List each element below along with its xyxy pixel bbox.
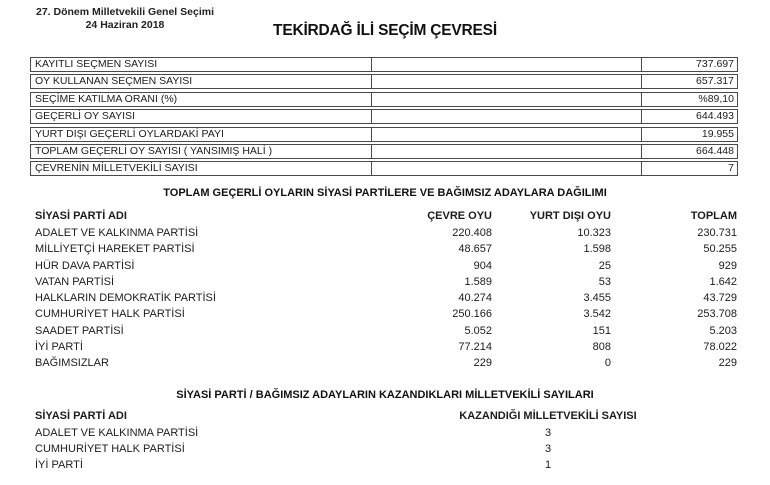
summary-row (30, 92, 738, 107)
total-votes: 78.022 (703, 341, 737, 354)
seats-section-title: SİYASİ PARTİ / BAĞIMSIZ ADAYLARIN KAZANDIKLARI MİLLETVEKİLİ SAYILARI (176, 389, 594, 401)
party-name: HÜR DAVA PARTİSİ (35, 259, 135, 272)
total-votes: 1.642 (709, 275, 737, 288)
summary-spacer (372, 145, 642, 158)
abroad-votes: 0 (604, 357, 611, 370)
votes-header-abroad: YURT DIŞI OYU (529, 210, 611, 222)
summary-label: YURT DIŞI GEÇERLİ OYLARDAKİ PAYI (31, 128, 372, 141)
district-votes: 250.166 (452, 308, 492, 321)
party-name: CUMHURİYET HALK PARTİSİ (35, 443, 185, 455)
party-name: İYİ PARTİ (35, 341, 83, 354)
summary-label: TOPLAM GEÇERLİ OY SAYISI ( YANSIMIŞ HALİ ) (31, 145, 372, 158)
total-votes: 253.708 (697, 308, 737, 321)
election-date: 24 Haziran 2018 (85, 18, 165, 31)
summary-row (30, 127, 738, 142)
votes-header-party: SİYASİ PARTİ ADI (35, 210, 127, 222)
district-votes: 48.657 (458, 243, 492, 256)
seats-header-count: KAZANDIĞI MİLLETVEKİLİ SAYISI (459, 410, 637, 422)
summary-value: 657.317 (696, 75, 734, 88)
district-votes: 40.274 (458, 292, 492, 305)
total-votes: 43.729 (703, 292, 737, 305)
seats-row (35, 457, 737, 473)
seats-row (35, 441, 737, 457)
seats-header-row (35, 408, 737, 425)
summary-row (30, 74, 738, 89)
votes-row (35, 306, 737, 322)
abroad-votes: 3.455 (583, 292, 611, 305)
summary-label: KAYITLI SEÇMEN SAYISI (31, 58, 372, 71)
summary-value: 664.448 (696, 144, 734, 157)
votes-row (35, 225, 737, 241)
seat-count: 3 (544, 427, 552, 439)
abroad-votes: 1.598 (583, 243, 611, 256)
votes-row (35, 274, 737, 290)
votes-header-row (35, 208, 737, 225)
summary-row (30, 144, 738, 159)
total-votes: 50.255 (703, 243, 737, 256)
district-votes: 220.408 (452, 227, 492, 239)
district-votes: 229 (473, 357, 492, 370)
summary-row (30, 57, 738, 72)
total-votes: 229 (718, 357, 737, 370)
seat-count: 3 (544, 443, 552, 455)
summary-spacer (372, 75, 642, 88)
total-votes: 5.203 (709, 324, 737, 337)
party-name: ADALET VE KALKINMA PARTİSİ (35, 227, 199, 239)
votes-row (35, 339, 737, 355)
district-votes: 904 (473, 259, 492, 272)
abroad-votes: 151 (592, 324, 611, 337)
summary-label: ÇEVRENİN MİLLETVEKİLİ SAYISI (31, 162, 372, 175)
district-votes: 5.052 (464, 324, 492, 337)
election-term: 27. Dönem Milletvekili Genel Seçimi (36, 6, 214, 18)
votes-row (35, 290, 737, 306)
abroad-votes: 25 (598, 259, 611, 272)
summary-spacer (372, 58, 642, 71)
summary-label: SEÇİME KATILMA ORANI (%) (31, 93, 372, 106)
abroad-votes: 10.323 (577, 227, 611, 239)
party-name: HALKLARIN DEMOKRATİK PARTİSİ (35, 292, 216, 305)
summary-spacer (372, 128, 642, 141)
votes-row (35, 241, 737, 257)
votes-header-total: TOPLAM (690, 210, 737, 222)
votes-row (35, 355, 737, 371)
seats-header-party: SİYASİ PARTİ ADI (35, 410, 127, 422)
district-votes: 77.214 (458, 341, 492, 354)
party-name: MİLLİYETÇİ HAREKET PARTİSİ (35, 243, 195, 256)
summary-spacer (372, 93, 642, 106)
summary-table (30, 57, 738, 179)
district-votes: 1.589 (464, 275, 492, 288)
party-name: CUMHURİYET HALK PARTİSİ (35, 308, 185, 321)
summary-label: GEÇERLİ OY SAYISI (31, 110, 372, 123)
seats-table (35, 408, 737, 473)
summary-label: OY KULLANAN SEÇMEN SAYISI (31, 75, 372, 88)
party-name: İYİ PARTİ (35, 459, 83, 471)
summary-value: 7 (728, 162, 734, 175)
abroad-votes: 53 (598, 275, 611, 288)
summary-spacer (372, 110, 642, 123)
summary-value: 737.697 (696, 58, 734, 70)
votes-table (35, 208, 737, 372)
party-name: SAADET PARTİSİ (35, 324, 124, 337)
party-name: ADALET VE KALKINMA PARTİSİ (35, 427, 199, 439)
summary-row (30, 109, 738, 124)
votes-row (35, 323, 737, 339)
page-title: TEKİRDAĞ İLİ SEÇİM ÇEVRESİ (273, 22, 497, 39)
party-name: BAĞIMSIZLAR (35, 357, 109, 370)
abroad-votes: 3.542 (583, 308, 611, 321)
seats-row (35, 425, 737, 441)
summary-value: %89,10 (698, 92, 734, 105)
votes-row (35, 258, 737, 274)
total-votes: 230.731 (697, 227, 737, 239)
total-votes: 929 (718, 259, 737, 272)
summary-row (30, 161, 738, 176)
abroad-votes: 808 (592, 341, 611, 354)
summary-spacer (372, 162, 642, 175)
party-name: VATAN PARTİSİ (35, 275, 115, 288)
summary-value: 19.955 (701, 127, 734, 140)
votes-header-district: ÇEVRE OYU (427, 210, 492, 222)
seat-count: 1 (544, 459, 552, 471)
votes-section-title: TOPLAM GEÇERLİ OYLARIN SİYASİ PARTİLERE VE BAĞIMSIZ ADAYLARA DAĞILIMI (163, 187, 607, 199)
summary-value: 644.493 (696, 110, 734, 123)
